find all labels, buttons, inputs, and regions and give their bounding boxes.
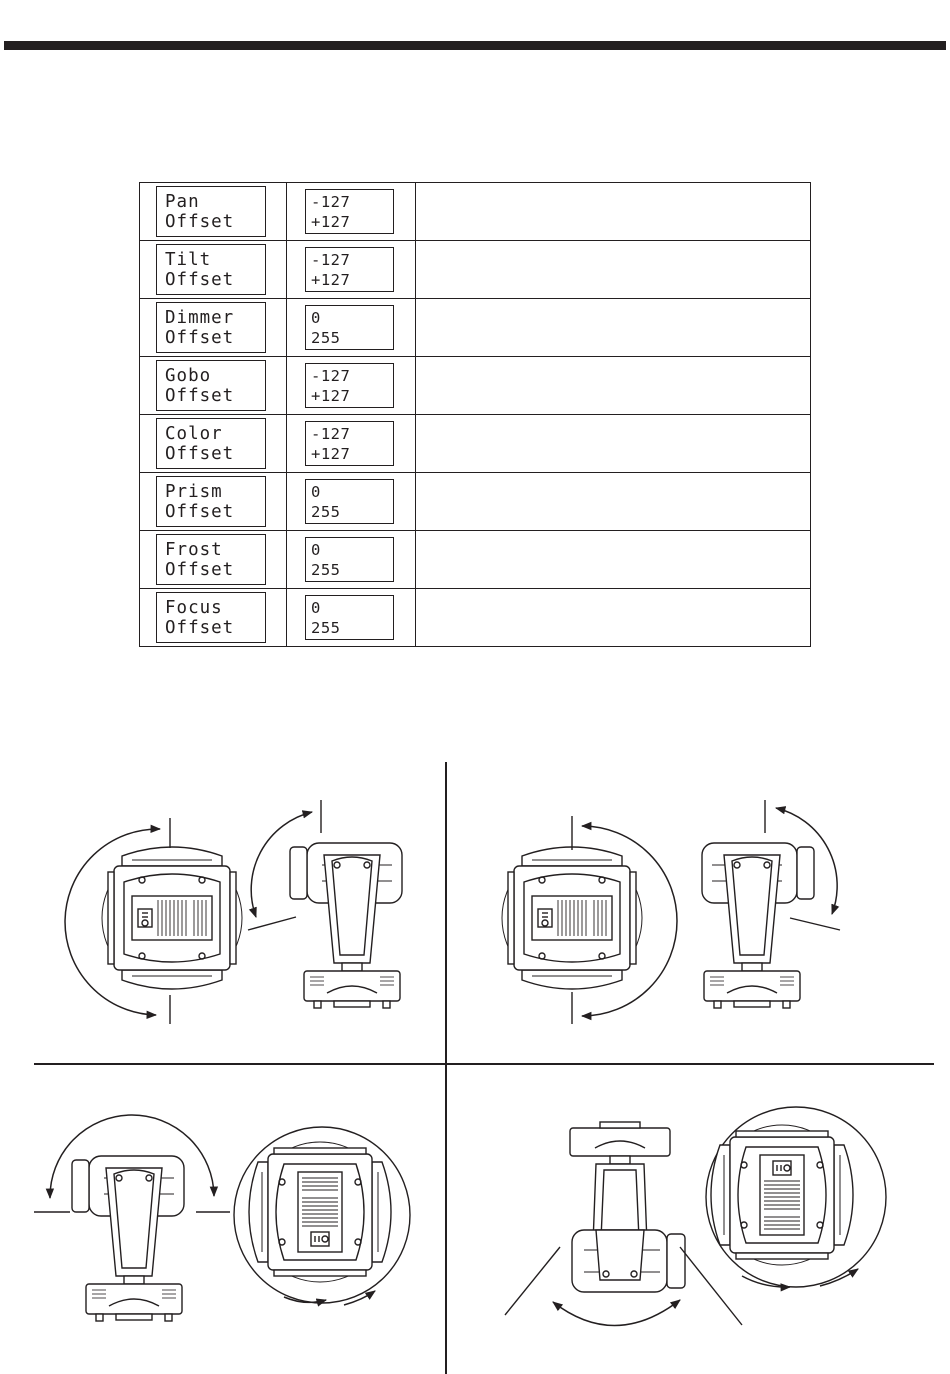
description-cell (416, 241, 811, 299)
description-cell (416, 357, 811, 415)
table-row (140, 183, 811, 241)
diagram-tilt-standard (248, 800, 402, 1008)
diagram-tilt-reversed (702, 800, 840, 1008)
lcd-parameter-name: Pan Offset (156, 186, 266, 237)
offset-table (139, 182, 811, 647)
lcd-parameter-name: Tilt Offset (156, 244, 266, 295)
lcd-value-range: -127 +127 (305, 363, 394, 408)
description-cell (416, 473, 811, 531)
lcd-value-range: 0 255 (305, 479, 394, 524)
description-cell (416, 415, 811, 473)
description-cell (416, 299, 811, 357)
lcd-value-range: -127 +127 (305, 247, 394, 292)
diagram-pan-inverted (706, 1107, 886, 1287)
lcd-parameter-name: Focus Offset (156, 592, 266, 643)
orientation-diagrams (0, 760, 950, 1374)
header-rule (4, 41, 946, 50)
lcd-parameter-name: Gobo Offset (156, 360, 266, 411)
lcd-parameter-name: Frost Offset (156, 534, 266, 585)
description-cell (416, 589, 811, 647)
lcd-parameter-name: Prism Offset (156, 476, 266, 527)
diagram-tilt-horizontal (34, 1115, 230, 1321)
diagram-tilt-inverted (505, 1122, 742, 1326)
diagram-pan-reversed (502, 816, 677, 1024)
description-cell (416, 531, 811, 589)
lcd-value-range: -127 +127 (305, 189, 394, 234)
table-row (140, 241, 811, 299)
lcd-value-range: 0 255 (305, 305, 394, 350)
table-row (140, 473, 811, 531)
lcd-value-range: -127 +127 (305, 421, 394, 466)
table-row (140, 299, 811, 357)
lcd-value-range: 0 255 (305, 537, 394, 582)
table-row (140, 415, 811, 473)
lcd-parameter-name: Color Offset (156, 418, 266, 469)
lcd-parameter-name: Dimmer Offset (156, 302, 266, 353)
description-cell (416, 183, 811, 241)
table-row (140, 357, 811, 415)
table-row (140, 531, 811, 589)
diagram-pan-rotated (234, 1127, 410, 1305)
lcd-value-range: 0 255 (305, 595, 394, 640)
diagram-pan-standard (65, 818, 242, 1024)
table-row (140, 589, 811, 647)
